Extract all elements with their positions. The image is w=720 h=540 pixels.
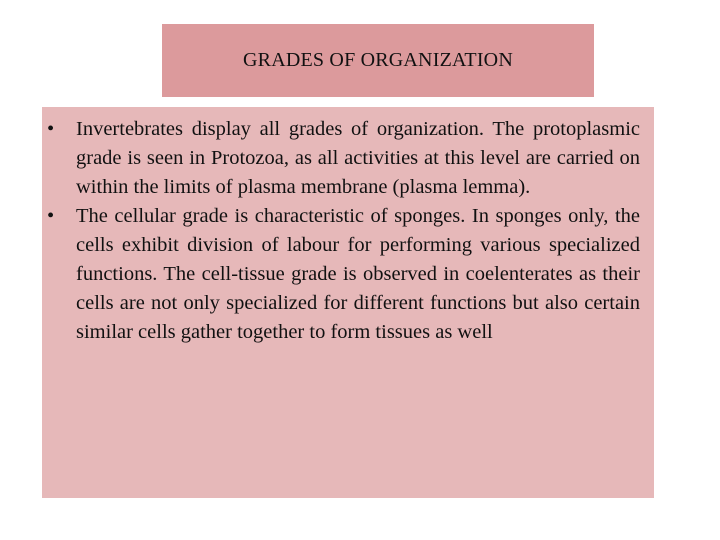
bullet-text: The cellular grade is characteristic of sponges. In sponges only, the cells exhibit division of labour for performing various specialized functions. The cell-tissue grade is observed in coelenterates as their cells are not only specialized for different functions but also certain similar cells gather together to form tissues as well (76, 205, 640, 343)
content-panel (42, 107, 654, 498)
slide-title: GRADES OF ORGANIZATION (243, 49, 513, 71)
bullet-marker: • (47, 205, 55, 227)
bullet-list (47, 115, 640, 347)
bullet-item-protoplasmic-grade (47, 115, 640, 202)
bullet-text: Invertebrates display all grades of organization. The protoplasmic grade is seen in Protozoa, as all activities at this level are carried on within the limits of plasma membrane (plasma lemma). (76, 118, 640, 198)
title-banner (162, 24, 594, 97)
bullet-item-cellular-grade (47, 202, 640, 347)
bullet-marker: • (47, 118, 55, 140)
